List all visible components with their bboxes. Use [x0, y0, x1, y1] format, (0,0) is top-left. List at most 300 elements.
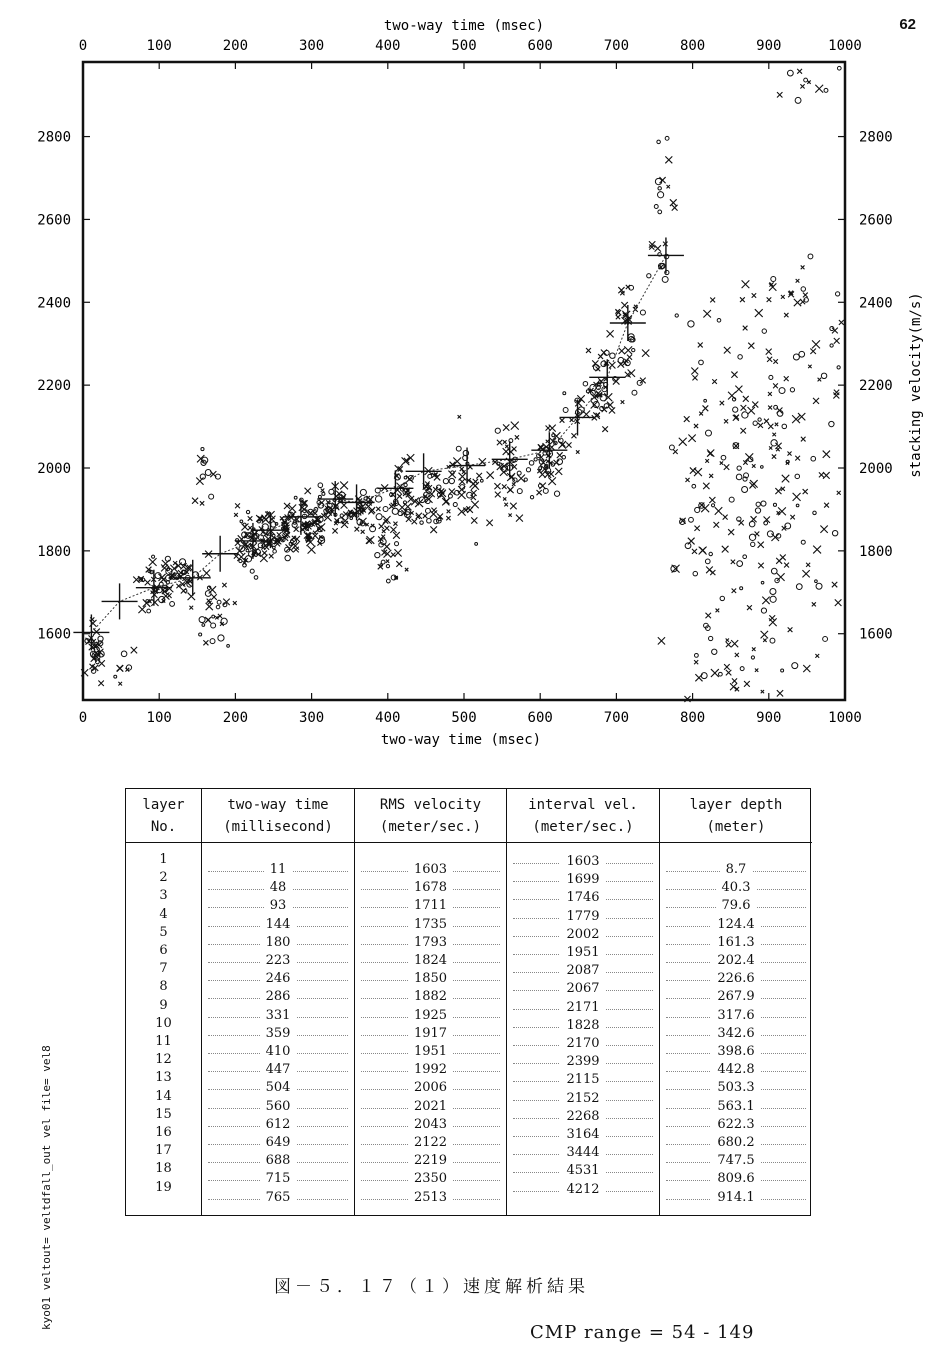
scatter-point-x — [684, 416, 690, 422]
cell-value: 246 — [260, 971, 297, 987]
cell-value: 1699 — [560, 872, 605, 888]
scatter-point-x — [386, 560, 389, 563]
scatter-point-x — [709, 497, 715, 503]
scatter-point-o — [701, 673, 707, 679]
scatter-point-x — [775, 488, 781, 494]
scatter-point-x — [539, 471, 546, 478]
scatter-point-o — [165, 556, 170, 561]
table-cell — [355, 1008, 506, 1024]
scatter-point-x — [665, 156, 672, 163]
table-cell — [202, 917, 354, 933]
scatter-point-x — [218, 614, 222, 618]
scatter-point-x — [248, 526, 252, 530]
scatter-point-x — [430, 526, 437, 533]
cell-value: 447 — [260, 1062, 297, 1078]
scatter-point-x — [801, 265, 805, 269]
scatter-point-o — [737, 561, 743, 567]
scatter-point-o — [705, 430, 711, 436]
picked-velocity-cross — [339, 484, 375, 520]
header-line: (meter/sec.) — [379, 819, 482, 835]
scatter-point-o — [749, 534, 755, 540]
scatter-point-o — [662, 276, 668, 282]
table-cell — [660, 971, 812, 987]
x-tick-label-top: 500 — [451, 38, 477, 54]
scatter-point-x — [775, 423, 778, 426]
cell-value: 15 — [149, 1107, 178, 1123]
scatter-point-x — [423, 514, 428, 519]
scatter-point-x — [731, 560, 735, 564]
scatter-point-o — [712, 649, 717, 654]
table-cell — [507, 1182, 659, 1198]
scatter-point-o — [375, 496, 381, 502]
scatter-point-x — [503, 424, 509, 430]
cell-value: 12 — [149, 1052, 178, 1068]
cell-value: 398.6 — [711, 1044, 760, 1060]
cell-value: 1824 — [408, 953, 453, 969]
table-cell — [660, 898, 812, 914]
scatter-point-x — [458, 415, 461, 418]
scatter-point-x — [767, 297, 772, 302]
scatter-point-o — [443, 479, 448, 484]
scatter-point-x — [707, 450, 714, 457]
figure-caption: 図－５．１７（１）速度解析結果 — [274, 1277, 589, 1297]
scatter-point-x — [748, 407, 755, 414]
table-header-interval-velocity — [507, 789, 659, 843]
scatter-point-x — [771, 533, 779, 541]
scatter-point-o — [787, 70, 793, 76]
scatter-point-o — [383, 507, 388, 512]
table-cell — [355, 1153, 506, 1169]
x-tick-label-top: 0 — [78, 38, 88, 54]
scatter-point-x — [769, 618, 777, 626]
y-tick-label-right: 1600 — [859, 626, 893, 643]
scatter-point-x — [763, 639, 766, 642]
scatter-point-o — [246, 510, 249, 513]
scatter-point-x — [812, 602, 816, 606]
scatter-point-x — [361, 530, 365, 534]
scatter-point-o — [563, 392, 566, 395]
cell-value: 359 — [260, 1026, 297, 1042]
x-axis-title-top: two-way time (msec) — [383, 18, 545, 34]
scatter-point-o — [201, 448, 204, 451]
scatter-point-x — [837, 491, 841, 495]
scatter-point-x — [788, 627, 793, 632]
cell-value: 4212 — [560, 1182, 605, 1198]
cell-value: 13 — [149, 1070, 178, 1086]
scatter-point-x — [616, 315, 620, 319]
scatter-point-x — [710, 297, 715, 302]
table-cell — [202, 880, 354, 896]
picked-velocity-cross — [202, 536, 238, 572]
scatter-point-x — [555, 468, 562, 475]
scatter-point-x — [203, 640, 208, 645]
scatter-point-o — [205, 469, 211, 475]
cell-value: 1735 — [408, 917, 453, 933]
scatter-point-o — [227, 644, 230, 647]
scatter-point-x — [269, 554, 274, 559]
scatter-point-x — [503, 440, 507, 444]
scatter-point-x — [332, 528, 337, 533]
table-cell — [126, 1161, 201, 1177]
table-cell — [126, 998, 201, 1014]
scatter-point-o — [823, 637, 828, 642]
table-cell — [660, 1062, 812, 1078]
y-tick-label-left: 2600 — [37, 212, 71, 229]
cell-value: 18 — [149, 1161, 178, 1177]
scatter-point-x — [189, 606, 193, 610]
scatter-point-o — [209, 494, 214, 499]
scatter-point-x — [188, 593, 196, 601]
table-cell — [126, 888, 201, 904]
scatter-point-o — [180, 559, 186, 565]
table-cell — [355, 1190, 506, 1206]
cell-value: 1951 — [408, 1044, 453, 1060]
header-line: two-way time — [227, 797, 329, 813]
x-tick-label-top: 1000 — [828, 38, 862, 54]
table-cell — [202, 989, 354, 1005]
scatter-point-x — [784, 563, 789, 568]
scatter-point-x — [773, 383, 778, 388]
scatter-point-o — [760, 466, 763, 469]
table-column-interval-velocity — [507, 789, 660, 1215]
scatter-point-x — [196, 477, 203, 484]
cell-value: 48 — [264, 880, 293, 896]
scatter-point-o — [654, 205, 658, 209]
scatter-point-x — [384, 519, 389, 524]
y-tick-label-right: 2200 — [859, 378, 893, 395]
table-cell — [507, 963, 659, 979]
scatter-point-x — [728, 529, 734, 535]
scatter-point-o — [273, 550, 277, 554]
cell-value: 9 — [153, 998, 173, 1014]
scatter-point-x — [752, 401, 758, 407]
scatter-point-x — [453, 458, 461, 466]
scatter-point-o — [243, 563, 247, 567]
scatter-point-x — [197, 455, 204, 462]
scatter-point-x — [549, 425, 556, 432]
scatter-point-x — [393, 522, 397, 526]
scatter-point-x — [803, 489, 808, 494]
scatter-point-x — [807, 80, 810, 83]
scatter-point-x — [621, 400, 625, 404]
table-cell — [507, 1163, 659, 1179]
scatter-point-x — [308, 546, 316, 554]
cell-value: 317.6 — [711, 1008, 760, 1024]
x-tick-label-top: 600 — [527, 38, 553, 54]
scatter-point-x — [694, 526, 699, 531]
scatter-point-x — [769, 446, 772, 449]
cell-value: 19 — [149, 1180, 178, 1196]
table-cell — [660, 880, 812, 896]
scatter-point-o — [761, 608, 766, 613]
cell-value: 504 — [260, 1080, 297, 1096]
table-cell — [126, 943, 201, 959]
scatter-point-x — [833, 393, 839, 399]
cell-value: 688 — [260, 1153, 297, 1169]
scatter-point-x — [768, 392, 772, 396]
scatter-point-x — [566, 442, 571, 447]
header-line: No. — [150, 819, 177, 835]
scatter-point-x — [731, 372, 737, 378]
x-tick-label-bottom: 900 — [756, 710, 782, 726]
scatter-point-x — [762, 597, 769, 604]
scatter-point-o — [721, 455, 726, 460]
table-cell — [507, 1054, 659, 1070]
scatter-point-o — [647, 274, 651, 278]
scatter-point-x — [149, 558, 157, 566]
cell-value: 40.3 — [716, 880, 757, 896]
cell-value: 6 — [153, 943, 173, 959]
scatter-point-x — [784, 376, 789, 381]
y-tick-label-right: 2600 — [859, 212, 893, 229]
cell-value: 3164 — [560, 1127, 605, 1143]
x-tick-label-bottom: 700 — [603, 710, 630, 726]
scatter-point-x — [699, 547, 707, 555]
scatter-point-x — [716, 609, 720, 613]
scatter-point-x — [354, 527, 359, 532]
scatter-point-x — [724, 464, 729, 469]
scatter-point-o — [240, 520, 243, 523]
scatter-point-x — [685, 478, 689, 482]
scatter-point-o — [392, 508, 398, 514]
table-cell — [660, 1008, 812, 1024]
scatter-point-x — [773, 359, 777, 363]
scatter-point-o — [835, 292, 839, 296]
scatter-point-x — [691, 368, 698, 375]
cell-value: 2115 — [560, 1072, 605, 1088]
scatter-point-x — [813, 546, 821, 554]
scatter-point-o — [771, 440, 777, 446]
scatter-point-o — [275, 523, 278, 526]
velocity-table — [125, 788, 811, 1216]
scatter-point-o — [318, 495, 321, 498]
scatter-point-x — [262, 550, 267, 555]
picked-velocity-cross — [610, 305, 646, 341]
scatter-point-x — [776, 558, 782, 564]
scatter-point-x — [801, 437, 806, 442]
cell-value: 93 — [264, 898, 293, 914]
scatter-point-x — [316, 525, 322, 531]
scatter-point-o — [804, 78, 808, 82]
cell-value: 3444 — [560, 1145, 605, 1161]
scatter-point-o — [152, 555, 155, 558]
scatter-point-o — [761, 581, 764, 584]
cell-value: 223 — [260, 953, 297, 969]
scatter-point-x — [609, 407, 615, 413]
scatter-point-o — [495, 428, 500, 433]
scatter-point-o — [762, 329, 766, 333]
scatter-point-o — [771, 568, 777, 574]
scatter-point-x — [694, 424, 698, 428]
scatter-point-o — [830, 344, 833, 347]
cell-value: 612 — [260, 1117, 297, 1133]
cell-value: 2067 — [560, 981, 605, 997]
scatter-point-x — [743, 396, 749, 402]
scatter-point-o — [308, 509, 314, 515]
scatter-point-o — [737, 466, 741, 470]
scatter-point-o — [736, 474, 742, 480]
scatter-point-x — [548, 477, 556, 485]
scatter-point-o — [821, 373, 826, 378]
y-tick-label-right: 2000 — [859, 461, 893, 477]
table-cell — [202, 1008, 354, 1024]
x-tick-label-top: 800 — [679, 38, 706, 54]
scatter-point-o — [801, 287, 805, 291]
scatter-point-x — [446, 516, 450, 520]
scatter-point-x — [233, 601, 237, 605]
table-cell — [355, 917, 506, 933]
scatter-point-o — [719, 672, 723, 676]
scatter-point-x — [391, 553, 395, 557]
scatter-point-x — [823, 472, 830, 479]
cell-value: 2021 — [408, 1099, 453, 1115]
scatter-point-x — [710, 570, 715, 575]
table-cell — [355, 1062, 506, 1078]
scatter-point-x — [766, 349, 772, 355]
table-column-layer-no — [126, 789, 202, 1215]
table-cell — [507, 1091, 659, 1107]
scatter-point-x — [726, 670, 732, 676]
scatter-point-o — [658, 187, 661, 190]
scatter-point-x — [781, 295, 785, 299]
scatter-point-o — [692, 484, 696, 488]
table-cell — [202, 1117, 354, 1133]
picked-velocity-cross — [449, 448, 485, 484]
scatter-point-x — [679, 438, 687, 446]
scatter-point-x — [703, 483, 709, 489]
scatter-point-x — [776, 448, 780, 452]
cell-value: 2170 — [560, 1036, 605, 1052]
y-tick-label-left: 1600 — [37, 626, 71, 643]
scatter-point-x — [764, 419, 769, 424]
cell-value: 2006 — [408, 1080, 453, 1096]
scatter-point-x — [720, 461, 723, 464]
scatter-point-o — [832, 530, 837, 535]
scatter-point-x — [376, 507, 380, 511]
scatter-point-x — [511, 422, 519, 430]
table-header-layer-no — [126, 789, 201, 843]
scatter-point-x — [813, 398, 819, 404]
table-cell — [507, 1036, 659, 1052]
scatter-point-o — [250, 569, 254, 573]
scatter-point-x — [248, 516, 253, 521]
scatter-point-x — [495, 492, 501, 498]
x-axis-title-bottom: two-way time (msec) — [380, 732, 542, 748]
scatter-point-o — [709, 636, 713, 640]
cell-value: 202.4 — [711, 953, 760, 969]
cell-value: 1603 — [560, 854, 605, 870]
picked-velocity-cross — [136, 570, 172, 606]
table-header-layer-depth — [660, 789, 812, 843]
scatter-point-o — [210, 639, 215, 644]
cell-value: 4531 — [560, 1163, 605, 1179]
scatter-point-o — [114, 675, 117, 678]
scatter-point-o — [404, 476, 407, 479]
scatter-point-x — [810, 348, 816, 354]
x-tick-label-top: 900 — [756, 38, 782, 54]
scatter-point-o — [640, 310, 645, 315]
cell-value: 2350 — [408, 1171, 453, 1187]
scatter-point-x — [703, 310, 711, 318]
scatter-point-o — [370, 526, 376, 532]
table-cell — [660, 1171, 812, 1187]
cell-value: 680.2 — [711, 1135, 760, 1151]
table-header-two-way-time — [202, 789, 354, 843]
scatter-point-x — [755, 668, 758, 671]
picked-velocity-cross — [492, 441, 528, 477]
scatter-point-x — [834, 338, 840, 344]
scatter-point-o — [824, 88, 828, 92]
scatter-point-o — [539, 467, 542, 470]
scatter-point-x — [692, 375, 697, 380]
cell-value: 1925 — [408, 1008, 453, 1024]
scatter-point-o — [629, 285, 634, 290]
scatter-point-x — [305, 488, 311, 494]
picked-velocity-cross — [73, 614, 109, 650]
table-cell — [355, 898, 506, 914]
scatter-point-o — [792, 663, 798, 669]
scatter-point-x — [835, 599, 842, 606]
scatter-point-x — [158, 574, 165, 581]
table-cell — [126, 1016, 201, 1032]
picked-velocity-cross — [377, 470, 413, 506]
scatter-point-o — [779, 388, 785, 394]
cell-value: 1882 — [408, 989, 453, 1005]
scatter-point-o — [782, 424, 787, 429]
table-cell — [660, 1080, 812, 1096]
table-cell — [660, 935, 812, 951]
table-cell — [126, 1052, 201, 1068]
scatter-point-x — [720, 401, 724, 405]
cell-value: 2043 — [408, 1117, 453, 1133]
scatter-point-o — [753, 421, 757, 425]
cell-value: 2513 — [408, 1190, 453, 1206]
scatter-point-o — [733, 407, 738, 412]
table-cell — [202, 1171, 354, 1187]
scatter-point-x — [619, 348, 625, 354]
scatter-point-x — [803, 293, 808, 298]
scatter-point-x — [758, 542, 764, 548]
picked-velocity-cross — [175, 560, 211, 596]
scatter-point-o — [375, 552, 380, 557]
scatter-point-o — [658, 210, 662, 214]
scatter-point-x — [151, 599, 158, 606]
scatter-point-x — [808, 365, 811, 368]
scatter-point-o — [534, 458, 537, 461]
scatter-point-o — [217, 600, 221, 604]
header-line: RMS velocity — [379, 797, 482, 813]
scatter-point-x — [735, 386, 742, 393]
scatter-point-x — [235, 503, 240, 508]
scatter-point-o — [801, 540, 805, 544]
table-cell — [507, 854, 659, 870]
scatter-point-x — [479, 458, 486, 465]
scatter-point-o — [273, 546, 276, 549]
table-column-two-way-time — [202, 789, 355, 1215]
scatter-point-x — [539, 483, 546, 490]
scatter-point-x — [487, 472, 494, 479]
cell-value: 8 — [153, 979, 173, 995]
scatter-point-x — [777, 573, 785, 581]
scatter-point-x — [777, 690, 783, 696]
cell-value: 342.6 — [711, 1026, 760, 1042]
scatter-point-x — [449, 489, 455, 495]
scatter-point-x — [222, 583, 226, 587]
cell-value: 2002 — [560, 927, 605, 943]
scatter-point-o — [212, 615, 215, 618]
scatter-point-x — [755, 309, 763, 317]
scatter-point-x — [761, 690, 764, 693]
